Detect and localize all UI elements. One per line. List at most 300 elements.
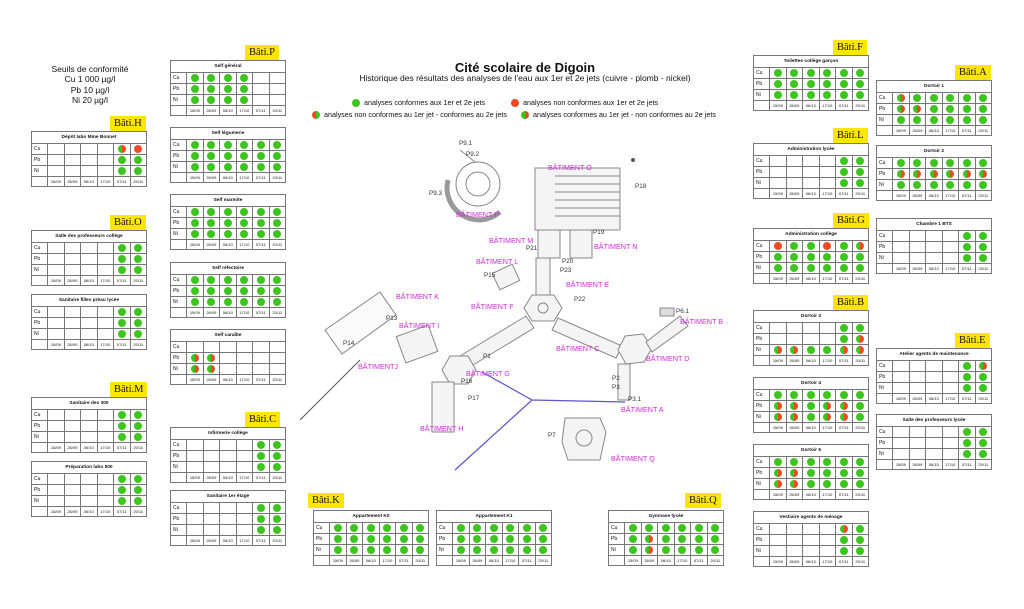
date-cell: 17/10 xyxy=(236,375,252,385)
result-dot-icon xyxy=(224,85,232,93)
result-dot-icon xyxy=(963,373,971,381)
result-cell xyxy=(836,178,852,189)
result-cell xyxy=(786,401,802,412)
result-cell xyxy=(926,231,942,242)
result-cell xyxy=(203,440,219,451)
result-cell xyxy=(926,104,942,115)
result-cell xyxy=(625,523,641,534)
result-cell xyxy=(803,252,819,263)
result-dot-icon xyxy=(539,546,547,554)
result-dot-icon xyxy=(774,69,782,77)
result-dot-icon xyxy=(856,179,864,187)
result-dot-icon xyxy=(807,80,815,88)
sampling-point-label: P17 xyxy=(468,395,480,402)
result-cell xyxy=(819,412,835,423)
date-cell: 15/09 xyxy=(893,126,909,136)
result-dot-icon xyxy=(224,152,232,160)
result-dot-icon xyxy=(257,452,265,460)
table-row xyxy=(754,323,869,334)
result-cell xyxy=(770,546,786,557)
date-cell: 26/09 xyxy=(64,340,80,350)
result-dot-icon xyxy=(240,208,248,216)
result-dot-icon xyxy=(856,80,864,88)
result-dot-icon xyxy=(979,439,987,447)
result-cell xyxy=(909,438,925,449)
result-dot-icon xyxy=(790,469,798,477)
results-table xyxy=(170,329,286,385)
result-dot-icon xyxy=(823,480,831,488)
result-dot-icon xyxy=(334,535,342,543)
result-cell xyxy=(786,79,802,90)
row-label: Pb xyxy=(754,535,770,546)
date-cell: 17/10 xyxy=(674,556,690,566)
result-dot-icon xyxy=(963,439,971,447)
result-cell xyxy=(114,144,130,155)
result-dot-icon xyxy=(191,74,199,82)
result-cell xyxy=(346,534,362,545)
result-cell xyxy=(975,438,991,449)
table-row xyxy=(754,252,869,263)
table-row xyxy=(754,535,869,546)
result-cell xyxy=(363,534,379,545)
result-cell xyxy=(269,229,285,240)
result-dot-icon xyxy=(207,230,215,238)
result-cell xyxy=(81,254,97,265)
row-label: Cu xyxy=(877,231,893,242)
result-dot-icon xyxy=(823,413,831,421)
result-dot-icon xyxy=(774,264,782,272)
result-cell xyxy=(852,263,868,274)
table-title: Sanitaire 1er étage xyxy=(171,491,286,503)
result-dot-icon xyxy=(790,264,798,272)
result-cell xyxy=(975,372,991,383)
result-dot-icon xyxy=(273,163,281,171)
result-dot-icon xyxy=(913,116,921,124)
result-dot-icon xyxy=(840,168,848,176)
date-cell: 15/09 xyxy=(187,308,203,318)
date-cell: 15/09 xyxy=(770,189,786,199)
row-label: Pb xyxy=(171,353,187,364)
result-cell xyxy=(269,297,285,308)
date-cell: 07/11 xyxy=(114,340,130,350)
building-label: BÂTIMENT C xyxy=(556,344,600,353)
result-cell xyxy=(786,178,802,189)
row-label: Pb xyxy=(171,84,187,95)
result-dot-icon xyxy=(856,413,864,421)
row-label: Cu xyxy=(877,93,893,104)
result-dot-icon xyxy=(790,413,798,421)
date-cell: 06/10 xyxy=(220,308,236,318)
result-dot-icon xyxy=(840,69,848,77)
result-cell xyxy=(97,254,113,265)
result-cell xyxy=(203,218,219,229)
results-table xyxy=(876,414,992,470)
result-cell xyxy=(942,253,958,264)
result-dot-icon xyxy=(913,105,921,113)
result-cell xyxy=(236,503,252,514)
result-cell xyxy=(396,545,412,556)
result-cell xyxy=(269,440,285,451)
row-label: Cu xyxy=(171,207,187,218)
result-cell xyxy=(502,523,518,534)
date-corner xyxy=(754,423,770,433)
date-cell: 06/10 xyxy=(926,460,942,470)
date-cell: 07/11 xyxy=(836,274,852,284)
result-dot-icon xyxy=(963,254,971,262)
date-cell: 17/10 xyxy=(819,490,835,500)
result-cell xyxy=(786,412,802,423)
result-cell xyxy=(819,252,835,263)
result-cell xyxy=(707,545,723,556)
result-dot-icon xyxy=(774,413,782,421)
result-cell xyxy=(909,93,925,104)
result-dot-icon xyxy=(930,159,938,167)
table-row xyxy=(754,178,869,189)
table-title: Gymnase lycée xyxy=(609,511,724,523)
result-cell xyxy=(187,229,203,240)
result-cell xyxy=(819,241,835,252)
legend-item-nonconform-first: analyses non conformes au 1er jet - conformes au 2e jets xyxy=(312,110,507,119)
result-cell xyxy=(770,90,786,101)
date-cell: 17/10 xyxy=(97,276,113,286)
table-row xyxy=(754,241,869,252)
result-cell xyxy=(770,345,786,356)
result-dot-icon xyxy=(840,157,848,165)
result-dot-icon xyxy=(979,384,987,392)
result-dot-icon xyxy=(913,181,921,189)
result-cell xyxy=(786,546,802,557)
result-cell xyxy=(893,231,909,242)
result-dot-icon xyxy=(629,546,637,554)
result-cell xyxy=(130,265,146,276)
date-cell: 06/10 xyxy=(803,423,819,433)
building-label: BÂTIMENT O xyxy=(548,163,592,172)
result-cell xyxy=(926,242,942,253)
date-corner xyxy=(877,394,893,404)
row-label: Ni xyxy=(754,479,770,490)
date-corner xyxy=(171,106,187,116)
table-title: Sanitaire filles prèau lycée xyxy=(32,295,147,307)
date-cell: 06/10 xyxy=(81,507,97,517)
result-dot-icon xyxy=(273,219,281,227)
table-row xyxy=(877,180,992,191)
result-cell xyxy=(253,525,269,536)
result-cell xyxy=(770,241,786,252)
date-cell: 06/10 xyxy=(803,189,819,199)
date-cell: 20/11 xyxy=(852,101,868,111)
table-row xyxy=(314,523,429,534)
date-cell: 20/11 xyxy=(412,556,428,566)
result-dot-icon xyxy=(695,546,703,554)
result-cell xyxy=(48,144,64,155)
table-row xyxy=(877,438,992,449)
result-cell xyxy=(959,115,975,126)
result-cell xyxy=(130,421,146,432)
building-tag: Bâti.B xyxy=(833,295,868,310)
date-cell: 20/11 xyxy=(269,173,285,183)
date-cell: 20/11 xyxy=(852,423,868,433)
result-cell xyxy=(502,534,518,545)
page-title: Cité scolaire de Digoin xyxy=(454,60,596,75)
result-cell xyxy=(926,361,942,372)
results-table xyxy=(170,60,286,116)
result-dot-icon xyxy=(118,330,126,338)
results-table xyxy=(876,145,992,201)
result-dot-icon xyxy=(207,152,215,160)
result-cell xyxy=(770,167,786,178)
result-dot-icon xyxy=(856,547,864,555)
result-dot-icon xyxy=(840,91,848,99)
date-cell: 06/10 xyxy=(220,473,236,483)
result-cell xyxy=(269,353,285,364)
result-dot-icon xyxy=(823,346,831,354)
result-cell xyxy=(819,323,835,334)
row-label: Cu xyxy=(32,307,48,318)
result-cell xyxy=(236,151,252,162)
result-cell xyxy=(819,479,835,490)
result-cell xyxy=(187,286,203,297)
table-row xyxy=(32,166,147,177)
table-title: Préparation labo 500 xyxy=(32,462,147,474)
result-dot-icon xyxy=(257,298,265,306)
result-cell xyxy=(236,451,252,462)
result-cell xyxy=(770,401,786,412)
result-cell xyxy=(253,162,269,173)
result-cell xyxy=(269,451,285,462)
result-cell xyxy=(786,263,802,274)
result-cell xyxy=(852,79,868,90)
result-cell xyxy=(852,323,868,334)
result-dot-icon xyxy=(979,373,987,381)
result-cell xyxy=(893,361,909,372)
result-cell xyxy=(819,90,835,101)
date-cell: 20/11 xyxy=(975,126,991,136)
result-cell xyxy=(786,457,802,468)
table-row xyxy=(171,440,286,451)
result-dot-icon xyxy=(207,141,215,149)
table-title: Vestiaire agents de ménage xyxy=(754,512,869,524)
result-cell xyxy=(253,514,269,525)
row-label: Ni xyxy=(877,253,893,264)
result-cell xyxy=(926,438,942,449)
result-dot-icon xyxy=(840,547,848,555)
result-cell xyxy=(803,535,819,546)
table-row xyxy=(754,79,869,90)
result-cell xyxy=(926,449,942,460)
result-cell xyxy=(519,545,535,556)
date-cell: 20/11 xyxy=(269,536,285,546)
result-dot-icon xyxy=(629,535,637,543)
result-cell xyxy=(786,468,802,479)
result-dot-icon xyxy=(240,141,248,149)
date-cell: 06/10 xyxy=(220,240,236,250)
result-cell xyxy=(486,523,502,534)
result-dot-icon xyxy=(678,546,686,554)
building-label: BÂTIMENT H xyxy=(420,424,464,433)
result-cell xyxy=(379,545,395,556)
result-dot-icon xyxy=(856,168,864,176)
result-cell xyxy=(253,353,269,364)
result-cell xyxy=(187,297,203,308)
table-row xyxy=(754,412,869,423)
sampling-point-label: P14 xyxy=(343,340,355,347)
date-cell: 17/10 xyxy=(97,340,113,350)
date-cell: 20/11 xyxy=(852,274,868,284)
result-cell xyxy=(836,535,852,546)
result-cell xyxy=(819,167,835,178)
date-cell: 20/11 xyxy=(535,556,551,566)
result-cell xyxy=(114,155,130,166)
result-dot-icon xyxy=(840,242,848,250)
result-cell xyxy=(269,525,285,536)
result-cell xyxy=(187,275,203,286)
date-corner xyxy=(609,556,625,566)
result-dot-icon xyxy=(273,526,281,534)
result-dot-icon xyxy=(913,159,921,167)
date-cell: 20/11 xyxy=(707,556,723,566)
result-dot-icon xyxy=(240,230,248,238)
result-cell xyxy=(269,140,285,151)
result-dot-icon xyxy=(367,546,375,554)
row-label: Ni xyxy=(877,449,893,460)
result-cell xyxy=(786,535,802,546)
table-row xyxy=(32,410,147,421)
result-dot-icon xyxy=(191,141,199,149)
result-cell xyxy=(330,523,346,534)
result-dot-icon xyxy=(523,535,531,543)
results-table xyxy=(436,510,552,566)
result-dot-icon xyxy=(134,266,142,274)
result-cell xyxy=(64,254,80,265)
result-cell xyxy=(97,485,113,496)
row-label: Pb xyxy=(32,254,48,265)
result-dot-icon xyxy=(823,402,831,410)
table-title: Administration collège xyxy=(754,229,869,241)
date-corner xyxy=(171,375,187,385)
building-tag: Bâti.C xyxy=(245,412,280,427)
date-cell: 26/09 xyxy=(786,557,802,567)
result-cell xyxy=(114,318,130,329)
sampling-point-label: P3 xyxy=(612,384,620,391)
result-cell xyxy=(909,104,925,115)
result-cell xyxy=(412,534,428,545)
result-dot-icon xyxy=(807,480,815,488)
sampling-point-label: P19 xyxy=(593,229,605,236)
result-dot-icon xyxy=(823,253,831,261)
result-cell xyxy=(942,242,958,253)
date-corner xyxy=(32,507,48,517)
result-dot-icon xyxy=(913,94,921,102)
result-cell xyxy=(253,73,269,84)
result-dot-icon xyxy=(383,535,391,543)
result-cell xyxy=(836,468,852,479)
result-cell xyxy=(236,525,252,536)
result-dot-icon xyxy=(134,145,142,153)
date-cell: 26/09 xyxy=(909,191,925,201)
result-cell xyxy=(48,496,64,507)
table-row xyxy=(754,479,869,490)
results-table xyxy=(753,377,869,433)
result-cell xyxy=(819,546,835,557)
row-label: Pb xyxy=(877,104,893,115)
result-cell xyxy=(236,218,252,229)
result-dot-icon xyxy=(273,230,281,238)
result-cell xyxy=(893,383,909,394)
result-cell xyxy=(269,275,285,286)
result-cell xyxy=(819,345,835,356)
table-row xyxy=(754,90,869,101)
result-cell xyxy=(975,115,991,126)
result-cell xyxy=(114,496,130,507)
date-corner xyxy=(171,308,187,318)
result-cell xyxy=(786,323,802,334)
result-cell xyxy=(236,364,252,375)
date-cell: 26/09 xyxy=(64,443,80,453)
result-cell xyxy=(836,252,852,263)
date-cell: 17/10 xyxy=(236,308,252,318)
result-cell xyxy=(836,68,852,79)
result-dot-icon xyxy=(134,422,142,430)
result-cell xyxy=(203,503,219,514)
result-cell xyxy=(770,79,786,90)
table-title: Dortoir 5 xyxy=(754,445,869,457)
result-dot-icon xyxy=(979,232,987,240)
date-cell: 06/10 xyxy=(803,557,819,567)
result-cell xyxy=(909,158,925,169)
table-title: Appartement K0 xyxy=(314,511,429,523)
result-dot-icon xyxy=(930,170,938,178)
result-dot-icon xyxy=(856,391,864,399)
result-dot-icon xyxy=(840,469,848,477)
result-dot-icon xyxy=(856,264,864,272)
result-cell xyxy=(220,84,236,95)
date-cell: 15/09 xyxy=(48,177,64,187)
building-tag: Bâti.M xyxy=(110,382,147,397)
result-dot-icon xyxy=(273,515,281,523)
result-dot-icon xyxy=(840,391,848,399)
date-cell: 15/09 xyxy=(187,375,203,385)
result-cell xyxy=(852,68,868,79)
result-dot-icon xyxy=(840,253,848,261)
result-dot-icon xyxy=(118,145,126,153)
result-cell xyxy=(64,329,80,340)
result-cell xyxy=(959,361,975,372)
result-dot-icon xyxy=(645,535,653,543)
date-cell: 07/11 xyxy=(253,308,269,318)
result-dot-icon xyxy=(240,96,248,104)
result-dot-icon xyxy=(840,324,848,332)
result-cell xyxy=(819,68,835,79)
row-label: Ni xyxy=(314,545,330,556)
result-cell xyxy=(187,218,203,229)
result-cell xyxy=(942,372,958,383)
result-cell xyxy=(203,342,219,353)
result-cell xyxy=(97,144,113,155)
result-cell xyxy=(893,180,909,191)
date-corner xyxy=(314,556,330,566)
result-cell xyxy=(942,231,958,242)
result-dot-icon xyxy=(645,524,653,532)
row-label: Cu xyxy=(754,457,770,468)
result-cell xyxy=(236,207,252,218)
result-dot-icon xyxy=(257,287,265,295)
result-cell xyxy=(269,503,285,514)
result-cell xyxy=(959,158,975,169)
result-cell xyxy=(114,307,130,318)
table-title: Toilettes collège garçon xyxy=(754,56,869,68)
result-cell xyxy=(909,242,925,253)
result-dot-icon xyxy=(257,276,265,284)
